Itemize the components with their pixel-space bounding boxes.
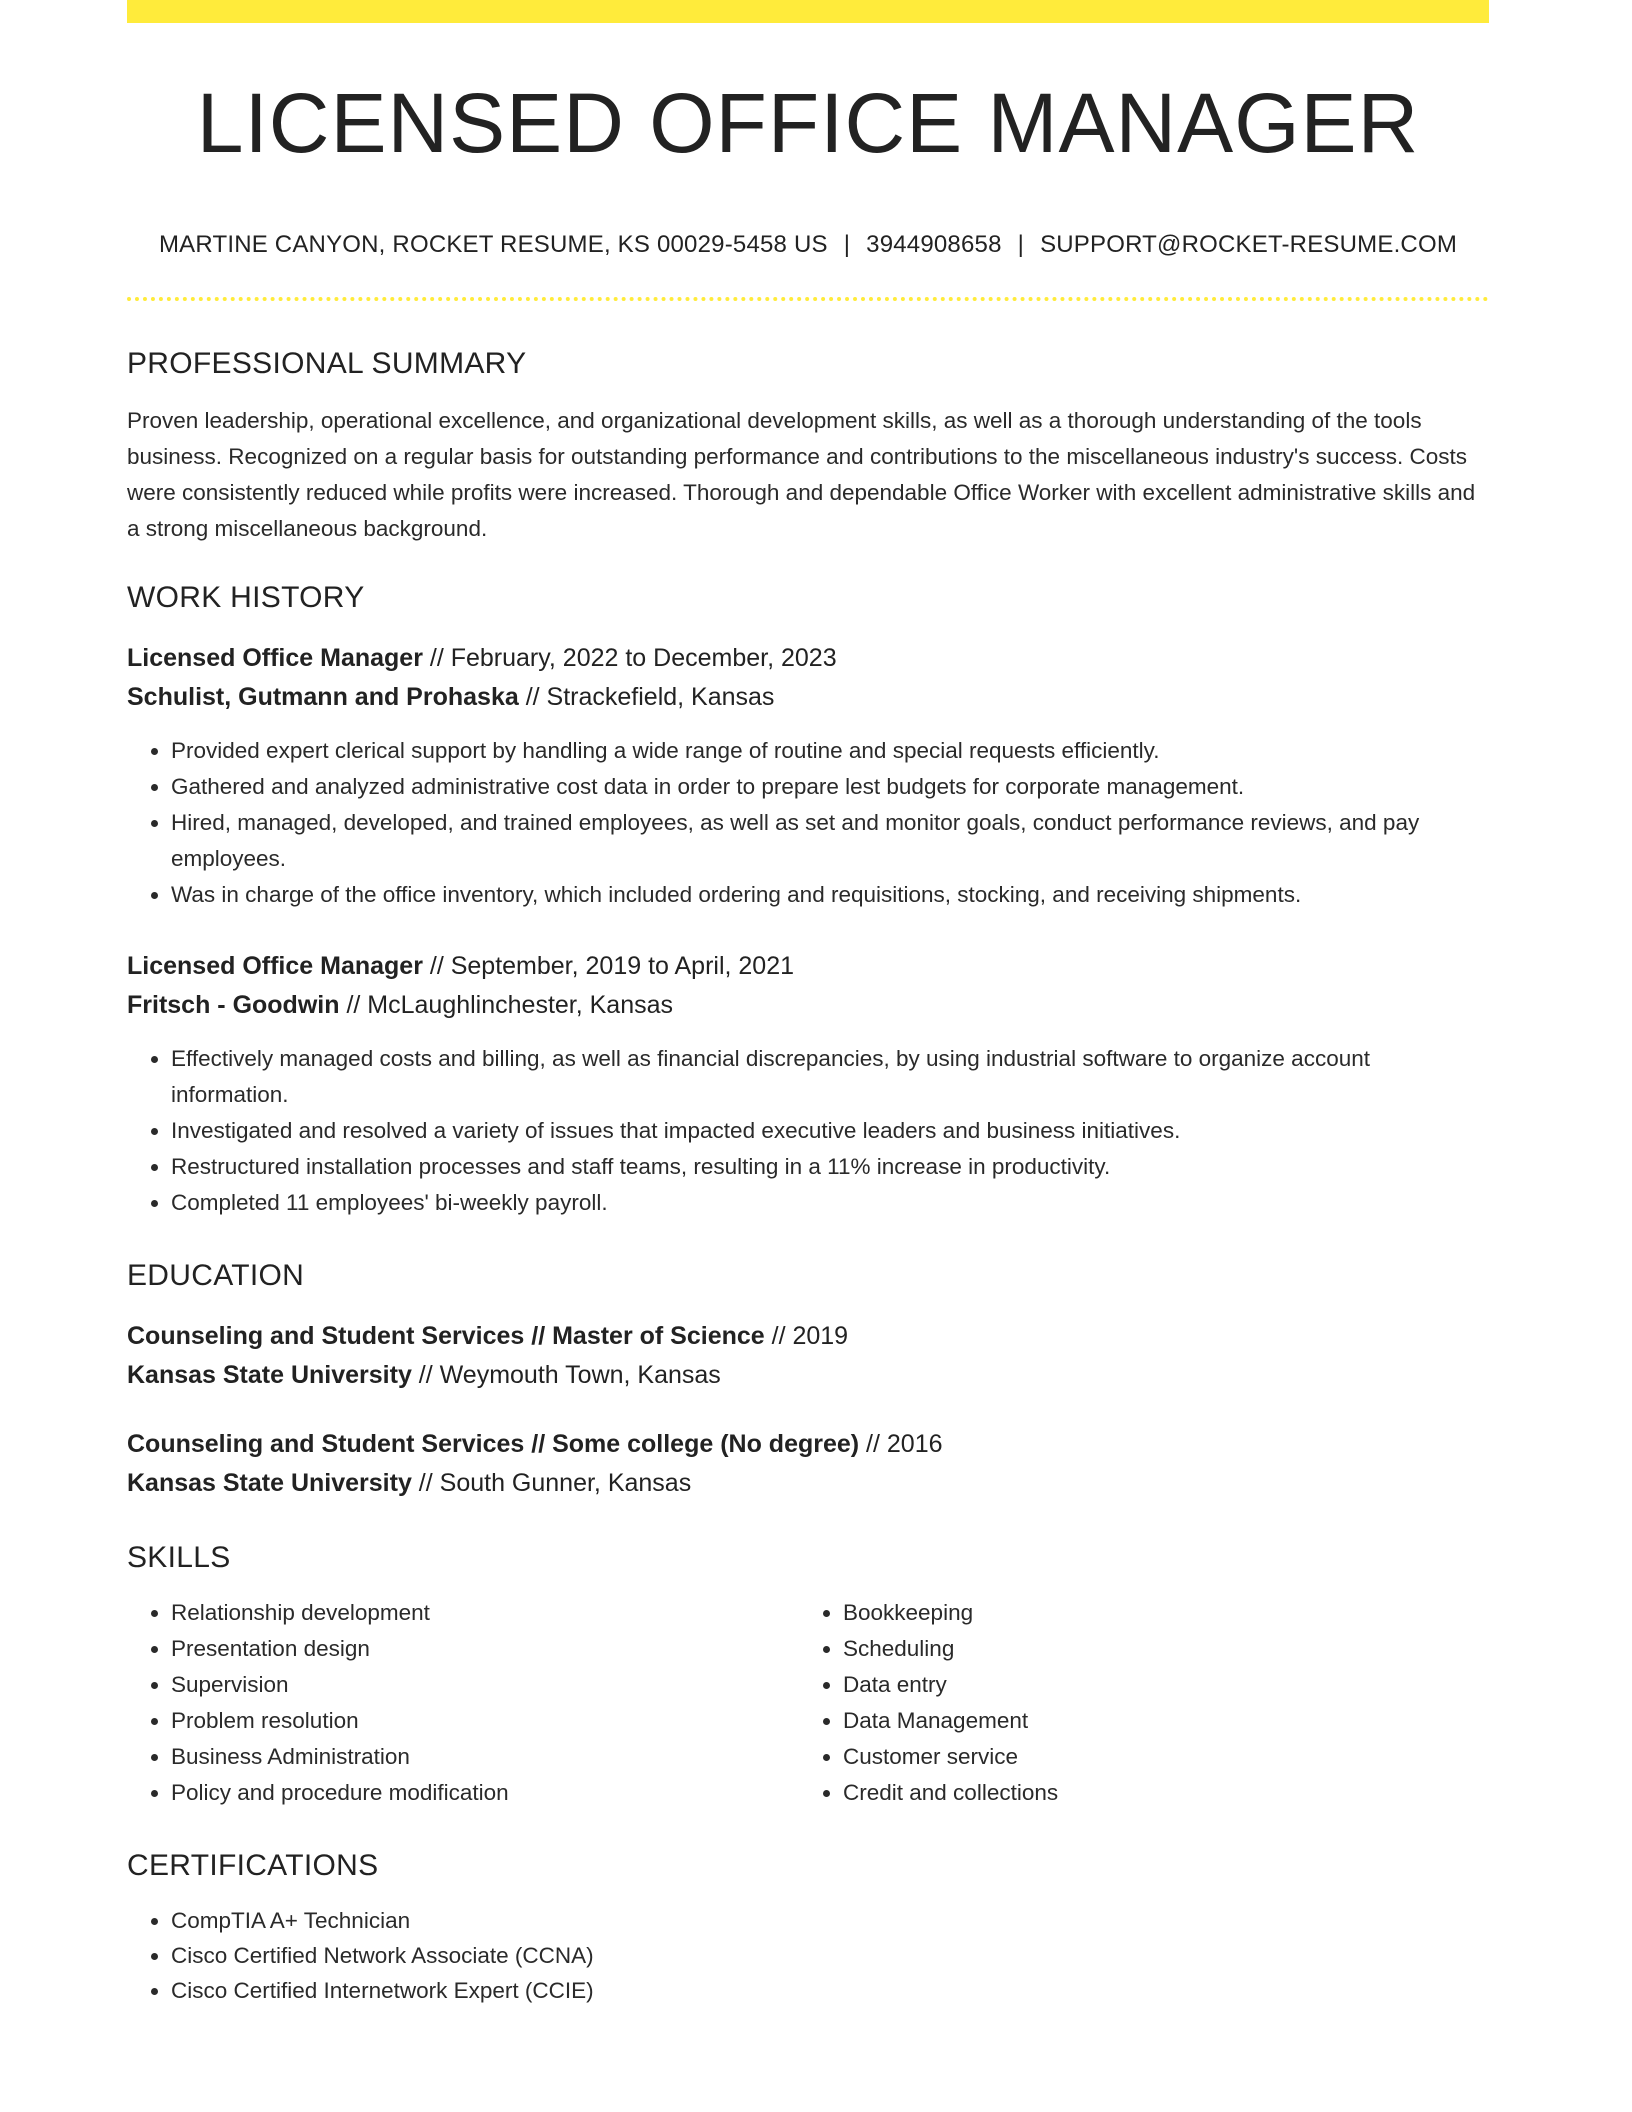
job-company: Schulist, Gutmann and Prohaska (127, 683, 519, 711)
education-school: Kansas State University (127, 1361, 412, 1389)
job-company: Fritsch - Goodwin (127, 991, 340, 1019)
job-bullet-list (127, 733, 1489, 913)
job-role: Licensed Office Manager (127, 952, 423, 980)
job-location: // Strackefield, Kansas (518, 683, 775, 711)
job-entry (127, 947, 1489, 1221)
list-item: • Bookkeeping (843, 1595, 1471, 1631)
skills-list-left (127, 1595, 799, 1811)
job-location: // McLaughlinchester, Kansas (339, 991, 674, 1019)
certifications-list (127, 1903, 1489, 2008)
education-year: // 2016 (859, 1430, 943, 1458)
list-item: • Credit and collections (843, 1775, 1471, 1811)
list-item: • Cisco Certified Network Associate (CCNA) (171, 1938, 1489, 1973)
education-degree: Counseling and Student Services // Some college (No degree) (127, 1430, 860, 1458)
list-item: • CompTIA A+ Technician (171, 1903, 1489, 1938)
job-dates: // February, 2022 to December, 2023 (422, 644, 837, 672)
list-item: • Presentation design (171, 1631, 799, 1667)
list-item: • Supervision (171, 1667, 799, 1703)
education-location: // South Gunner, Kansas (411, 1469, 692, 1497)
list-item: • Gathered and analyzed administrative cost data in order to prepare lest budgets for corporate management. (171, 769, 1489, 805)
list-item: • Effectively managed costs and billing, as well as financial discrepancies, by using industrial software to organize account information. (171, 1041, 1489, 1113)
list-item: • Problem resolution (171, 1703, 799, 1739)
accent-top-bar (127, 0, 1489, 23)
section-title-summary: PROFESSIONAL SUMMARY (127, 347, 527, 380)
education-entry (127, 1317, 1489, 1395)
section-title-work-history: WORK HISTORY (127, 581, 365, 614)
list-item: • Relationship development (171, 1595, 799, 1631)
job-entry (127, 639, 1489, 913)
job-role-line (127, 639, 1489, 678)
education-year: // 2019 (764, 1322, 849, 1350)
contact-phone: 3944908658 (866, 231, 1002, 258)
dotted-divider (127, 297, 1489, 301)
section-title-education: EDUCATION (127, 1259, 305, 1292)
job-bullet-list (127, 1041, 1489, 1221)
job-role: Licensed Office Manager (127, 644, 423, 672)
education-location: // Weymouth Town, Kansas (411, 1361, 721, 1389)
contact-address: MARTINE CANYON, ROCKET RESUME, KS 00029-5458 US (158, 231, 828, 258)
list-item: • Hired, managed, developed, and trained employees, as well as set and monitor goals, conduct performance reviews, and pay employees. (171, 805, 1489, 877)
skills-grid (127, 1595, 1489, 1811)
list-item: • Restructured installation processes and staff teams, resulting in a 11% increase in productivity. (171, 1149, 1489, 1185)
education-degree-line (127, 1425, 1489, 1464)
list-item: • Was in charge of the office inventory, which included ordering and requisitions, stocking, and receiving shipments. (171, 877, 1489, 913)
list-item: • Policy and procedure modification (171, 1775, 799, 1811)
job-dates: // September, 2019 to April, 2021 (422, 952, 795, 980)
job-company-line (127, 678, 1489, 717)
list-item: • Cisco Certified Internetwork Expert (CCIE) (171, 1973, 1489, 2008)
list-item: • Customer service (843, 1739, 1471, 1775)
education-school-line (127, 1464, 1489, 1503)
contact-separator: | (843, 231, 851, 258)
resume-page (127, 0, 1489, 2008)
resume-name-title: LICENSED OFFICE MANAGER (196, 76, 1420, 170)
education-entry (127, 1425, 1489, 1503)
education-school-line (127, 1356, 1489, 1395)
certifications-block (127, 1903, 1489, 2008)
list-item: • Completed 11 employees' bi-weekly payroll. (171, 1185, 1489, 1221)
list-item: • Provided expert clerical support by handling a wide range of routine and special requests efficiently. (171, 733, 1489, 769)
list-item: • Scheduling (843, 1631, 1471, 1667)
list-item: • Data entry (843, 1667, 1471, 1703)
list-item: • Data Management (843, 1703, 1471, 1739)
education-degree: Counseling and Student Services // Master of Science (127, 1322, 765, 1350)
contact-line (127, 231, 1489, 259)
contact-email: SUPPORT@ROCKET-RESUME.COM (1040, 231, 1458, 258)
education-degree-line (127, 1317, 1489, 1356)
education-school: Kansas State University (127, 1469, 412, 1497)
list-item: • Business Administration (171, 1739, 799, 1775)
section-title-skills: SKILLS (127, 1541, 231, 1574)
contact-separator: | (1017, 231, 1025, 258)
section-title-certifications: CERTIFICATIONS (127, 1849, 379, 1882)
job-company-line (127, 986, 1489, 1025)
job-role-line (127, 947, 1489, 986)
skills-list-right (799, 1595, 1471, 1811)
list-item: • Investigated and resolved a variety of issues that impacted executive leaders and business initiatives. (171, 1113, 1489, 1149)
summary-paragraph: Proven leadership, operational excellence, and organizational development skills, as well as a thorough understanding of the tools business. Recognized on a regular basis for outstanding performance and contributions to the miscellaneous industry's success. Costs were consistently reduced while profits were increased. Thorough and dependable Office Worker with excellent administrative skills and a strong miscellaneous background. (127, 408, 1476, 541)
